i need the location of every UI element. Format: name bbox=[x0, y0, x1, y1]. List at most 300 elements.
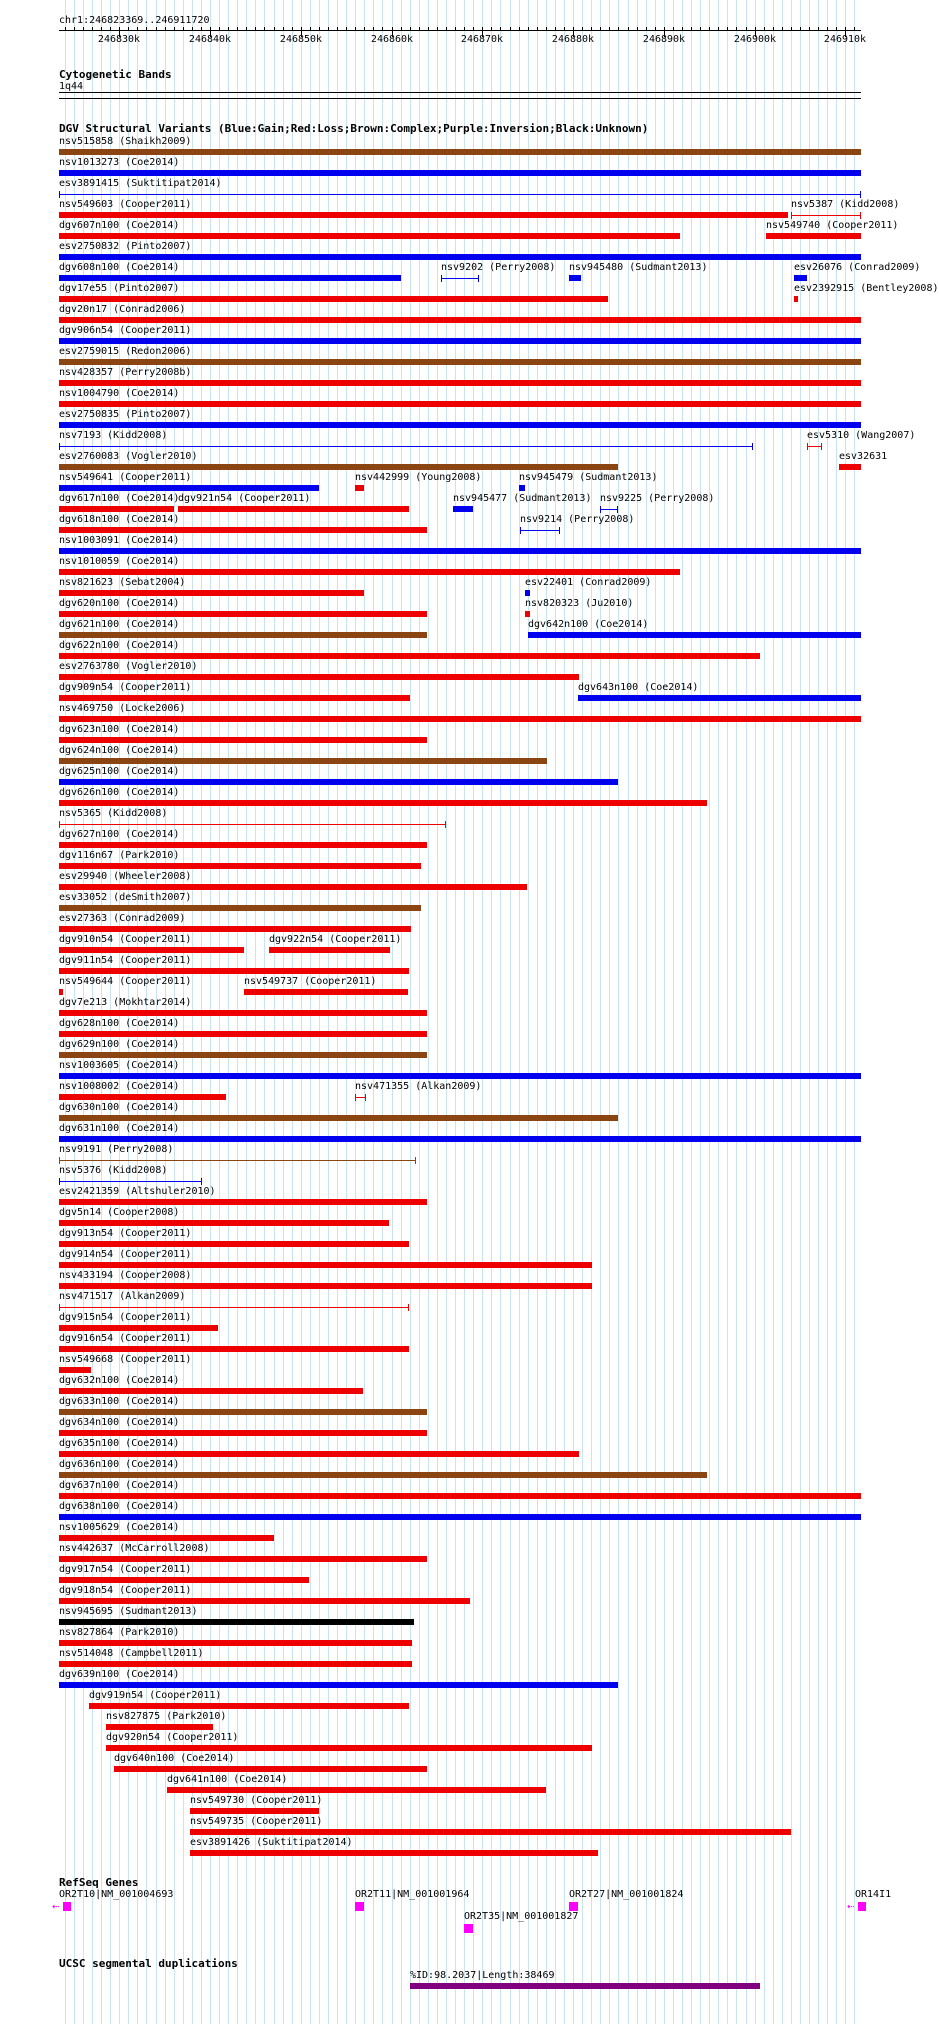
variant-bar[interactable] bbox=[59, 1577, 309, 1583]
ruler-tick-label: 246870k bbox=[460, 34, 504, 45]
variant-bar[interactable] bbox=[59, 548, 861, 554]
variant-label: dgv634n100 (Coe2014) bbox=[59, 1417, 180, 1428]
ruler-minor-tick bbox=[201, 27, 202, 31]
grid-line bbox=[546, 0, 547, 2024]
grid-line bbox=[519, 0, 520, 2024]
variant-label: nsv945695 (Sudmant2013) bbox=[59, 1606, 198, 1617]
ruler-minor-tick bbox=[537, 27, 538, 31]
gene-label: OR2T10|NM_001004693 bbox=[59, 1889, 174, 1900]
ruler-tick-label: 246890k bbox=[642, 34, 686, 45]
ruler-minor-tick bbox=[491, 27, 492, 31]
variant-label: dgv917n54 (Cooper2011) bbox=[59, 1564, 192, 1575]
variant-label: nsv5387 (Kidd2008) bbox=[791, 199, 900, 210]
variant-label: dgv626n100 (Coe2014) bbox=[59, 787, 180, 798]
variant-bar[interactable] bbox=[59, 1220, 389, 1226]
grid-line bbox=[573, 0, 574, 2024]
variant-bar[interactable] bbox=[106, 1745, 592, 1751]
variant-line[interactable] bbox=[791, 215, 861, 216]
gene-exon[interactable] bbox=[858, 1902, 866, 1911]
variant-line[interactable] bbox=[807, 446, 822, 447]
variant-bar[interactable] bbox=[59, 968, 409, 974]
variant-label: dgv643n100 (Coe2014) bbox=[578, 682, 699, 693]
grid-line bbox=[709, 0, 710, 2024]
ruler-minor-tick bbox=[183, 27, 184, 31]
ruler-minor-tick bbox=[83, 27, 84, 31]
ruler-minor-tick bbox=[310, 27, 311, 31]
variant-label: nsv9214 (Perry2008) bbox=[520, 514, 635, 525]
grid-line bbox=[736, 0, 737, 2024]
segdup-bar[interactable] bbox=[410, 1983, 760, 1989]
cytoband-track-title[interactable]: Cytogenetic Bands bbox=[59, 68, 172, 81]
gene-exon[interactable] bbox=[63, 1902, 71, 1911]
grid-line bbox=[528, 0, 529, 2024]
gene-label: OR2T27|NM_001001824 bbox=[569, 1889, 684, 1900]
refseq-track-title[interactable]: RefSeq Genes bbox=[59, 1876, 139, 1889]
variant-bar[interactable] bbox=[59, 1514, 861, 1520]
variant-label: esv33052 (deSmith2007) bbox=[59, 892, 192, 903]
ruler-minor-tick bbox=[791, 27, 792, 31]
variant-bar[interactable] bbox=[59, 296, 608, 302]
variant-bar[interactable] bbox=[59, 1598, 470, 1604]
variant-line[interactable] bbox=[600, 509, 618, 510]
variant-bar[interactable] bbox=[59, 926, 411, 932]
variant-label: dgv916n54 (Cooper2011) bbox=[59, 1333, 192, 1344]
variant-line[interactable] bbox=[59, 1181, 202, 1182]
ruler-minor-tick bbox=[600, 27, 601, 31]
variant-label: dgv608n100 (Coe2014) bbox=[59, 262, 180, 273]
variant-bar[interactable] bbox=[59, 506, 174, 512]
variant-bar[interactable] bbox=[59, 632, 427, 638]
variant-line-end[interactable] bbox=[59, 1178, 60, 1185]
ruler-minor-tick bbox=[718, 27, 719, 31]
variant-label: nsv549603 (Cooper2011) bbox=[59, 199, 192, 210]
variant-bar[interactable] bbox=[59, 1640, 412, 1646]
ruler-minor-tick bbox=[800, 27, 801, 31]
ruler-minor-tick bbox=[854, 27, 855, 31]
variant-bar[interactable] bbox=[519, 485, 525, 491]
ruler-minor-tick bbox=[746, 27, 747, 31]
ruler-minor-tick bbox=[283, 27, 284, 31]
variant-label: nsv549668 (Cooper2011) bbox=[59, 1354, 192, 1365]
variant-bar[interactable] bbox=[59, 1115, 618, 1121]
variant-bar[interactable] bbox=[59, 1283, 592, 1289]
variant-bar[interactable] bbox=[59, 422, 861, 428]
variant-bar[interactable] bbox=[578, 695, 861, 701]
variant-label: nsv428357 (Perry2008b) bbox=[59, 367, 192, 378]
variant-label: nsv827875 (Park2010) bbox=[106, 1711, 227, 1722]
variant-line-end[interactable] bbox=[59, 443, 60, 450]
strand-arrow-icon: ⇠ bbox=[52, 1899, 60, 1913]
variant-line-end[interactable] bbox=[59, 1304, 60, 1311]
variant-bar[interactable] bbox=[59, 863, 421, 869]
ruler-minor-tick bbox=[319, 27, 320, 31]
variant-label: dgv921n54 (Cooper2011) bbox=[178, 493, 311, 504]
variant-bar[interactable] bbox=[190, 1808, 319, 1814]
variant-label: esv22401 (Conrad2009) bbox=[525, 577, 652, 588]
variant-bar[interactable] bbox=[106, 1724, 213, 1730]
variant-label: dgv920n54 (Cooper2011) bbox=[106, 1732, 239, 1743]
grid-line bbox=[700, 0, 701, 2024]
variant-label: dgv906n54 (Cooper2011) bbox=[59, 325, 192, 336]
variant-bar[interactable] bbox=[59, 1073, 861, 1079]
variant-label: esv3891426 (Suktitipat2014) bbox=[190, 1837, 353, 1848]
variant-bar[interactable] bbox=[59, 1535, 274, 1541]
variant-bar[interactable] bbox=[59, 380, 861, 386]
variant-bar[interactable] bbox=[59, 737, 427, 743]
ruler-minor-tick bbox=[564, 27, 565, 31]
grid-line bbox=[464, 0, 465, 2024]
variant-bar[interactable] bbox=[59, 1199, 427, 1205]
variant-line-end[interactable] bbox=[520, 527, 521, 534]
variant-label: dgv640n100 (Coe2014) bbox=[114, 1753, 235, 1764]
ruler-minor-tick bbox=[773, 27, 774, 31]
variant-label: dgv617n100 (Coe2014) bbox=[59, 493, 180, 504]
ruler-minor-tick bbox=[736, 27, 737, 31]
variant-line[interactable] bbox=[59, 824, 446, 825]
variant-bar[interactable] bbox=[59, 1451, 579, 1457]
variant-bar[interactable] bbox=[453, 506, 473, 512]
variant-label: nsv9191 (Perry2008) bbox=[59, 1144, 174, 1155]
variant-label: nsv5365 (Kidd2008) bbox=[59, 808, 168, 819]
variant-label: dgv622n100 (Coe2014) bbox=[59, 640, 180, 651]
variant-bar[interactable] bbox=[59, 758, 547, 764]
variant-bar[interactable] bbox=[190, 1850, 598, 1856]
variant-label: nsv442999 (Young2008) bbox=[355, 472, 482, 483]
variant-label: dgv625n100 (Coe2014) bbox=[59, 766, 180, 777]
variant-label: nsv1003605 (Coe2014) bbox=[59, 1060, 180, 1071]
variant-label: dgv919n54 (Cooper2011) bbox=[89, 1690, 222, 1701]
variant-bar[interactable] bbox=[59, 338, 861, 344]
grid-line bbox=[609, 0, 610, 2024]
variant-label: esv26076 (Conrad2009) bbox=[794, 262, 921, 273]
variant-label: dgv636n100 (Coe2014) bbox=[59, 1459, 180, 1470]
variant-label: nsv433194 (Cooper2008) bbox=[59, 1270, 192, 1281]
variant-label: nsv1005629 (Coe2014) bbox=[59, 1522, 180, 1533]
variant-label: dgv633n100 (Coe2014) bbox=[59, 1396, 180, 1407]
variant-bar[interactable] bbox=[59, 674, 579, 680]
grid-line bbox=[664, 0, 665, 2024]
variant-bar[interactable] bbox=[794, 275, 807, 281]
variant-label: dgv618n100 (Coe2014) bbox=[59, 514, 180, 525]
variant-bar[interactable] bbox=[244, 989, 408, 995]
ruler-minor-tick bbox=[228, 27, 229, 31]
grid-line bbox=[591, 0, 592, 2024]
variant-bar[interactable] bbox=[59, 800, 707, 806]
variant-bar[interactable] bbox=[59, 1409, 427, 1415]
variant-bar[interactable] bbox=[59, 1430, 427, 1436]
variant-bar[interactable] bbox=[59, 275, 401, 281]
variant-line-end[interactable] bbox=[365, 1094, 366, 1101]
variant-label: esv2421359 (Altshuler2010) bbox=[59, 1186, 216, 1197]
variant-label: dgv624n100 (Coe2014) bbox=[59, 745, 180, 756]
variant-line-end[interactable] bbox=[408, 1304, 409, 1311]
ruler-minor-tick bbox=[818, 27, 819, 31]
variant-bar[interactable] bbox=[59, 1325, 218, 1331]
variant-bar[interactable] bbox=[59, 569, 680, 575]
variant-bar[interactable] bbox=[59, 1682, 618, 1688]
variant-line-end[interactable] bbox=[59, 191, 60, 198]
variant-label: nsv1010059 (Coe2014) bbox=[59, 556, 180, 567]
grid-line bbox=[555, 0, 556, 2024]
variant-label: dgv632n100 (Coe2014) bbox=[59, 1375, 180, 1386]
variant-bar[interactable] bbox=[59, 1367, 91, 1373]
variant-label: dgv17e55 (Pinto2007) bbox=[59, 283, 180, 294]
variant-line-end[interactable] bbox=[617, 506, 618, 513]
variant-line[interactable] bbox=[59, 1160, 416, 1161]
gene-exon[interactable] bbox=[464, 1924, 473, 1933]
grid-line bbox=[582, 0, 583, 2024]
variant-line-end[interactable] bbox=[821, 443, 822, 450]
ruler-tick-label: 246910k bbox=[823, 34, 867, 45]
variant-bar[interactable] bbox=[525, 611, 530, 617]
grid-line bbox=[618, 0, 619, 2024]
variant-bar[interactable] bbox=[59, 1052, 427, 1058]
segdup-track-title[interactable]: UCSC segmental duplications bbox=[59, 1957, 238, 1970]
variant-line[interactable] bbox=[441, 278, 478, 279]
coordinate-readout: chr1:246823369..246911720 bbox=[59, 15, 210, 26]
variant-bar[interactable] bbox=[59, 695, 410, 701]
variant-label: nsv549644 (Cooper2011) bbox=[59, 976, 192, 987]
ruler-minor-tick bbox=[519, 27, 520, 31]
variant-bar[interactable] bbox=[59, 1136, 861, 1142]
ruler-minor-tick bbox=[74, 27, 75, 31]
variant-label: dgv639n100 (Coe2014) bbox=[59, 1669, 180, 1680]
variant-bar[interactable] bbox=[59, 1493, 861, 1499]
variant-bar[interactable] bbox=[59, 212, 788, 218]
variant-label: dgv913n54 (Cooper2011) bbox=[59, 1228, 192, 1239]
ruler-minor-tick bbox=[346, 27, 347, 31]
variant-bar[interactable] bbox=[167, 1787, 546, 1793]
variant-bar[interactable] bbox=[59, 611, 427, 617]
ruler-minor-tick bbox=[582, 27, 583, 31]
ruler-tick-label: 246860k bbox=[370, 34, 414, 45]
grid-line bbox=[564, 0, 565, 2024]
variant-line-end[interactable] bbox=[441, 275, 442, 282]
variant-bar[interactable] bbox=[59, 1661, 412, 1667]
variant-label: nsv471355 (Alkan2009) bbox=[355, 1081, 482, 1092]
variant-bar[interactable] bbox=[59, 254, 861, 260]
variant-bar[interactable] bbox=[59, 884, 527, 890]
ruler-tick-label: 246840k bbox=[188, 34, 232, 45]
variant-line-end[interactable] bbox=[201, 1178, 202, 1185]
grid-line bbox=[673, 0, 674, 2024]
ruler-minor-tick bbox=[764, 27, 765, 31]
variant-bar[interactable] bbox=[59, 1346, 409, 1352]
variant-label: nsv821623 (Sebat2004) bbox=[59, 577, 186, 588]
variant-bar[interactable] bbox=[766, 233, 861, 239]
variant-label: esv5310 (Wang2007) bbox=[807, 430, 916, 441]
variant-line[interactable] bbox=[59, 446, 753, 447]
variant-label: nsv945477 (Sudmant2013) bbox=[453, 493, 592, 504]
variant-bar[interactable] bbox=[59, 1388, 363, 1394]
ruler-minor-tick bbox=[274, 27, 275, 31]
ruler-minor-tick bbox=[364, 27, 365, 31]
grid-line bbox=[836, 0, 837, 2024]
ruler-minor-tick bbox=[609, 27, 610, 31]
variant-bar[interactable] bbox=[59, 1031, 427, 1037]
gene-label: OR14I1 bbox=[855, 1889, 892, 1900]
grid-line bbox=[827, 0, 828, 2024]
ruler-minor-tick bbox=[92, 27, 93, 31]
variant-bar[interactable] bbox=[59, 401, 861, 407]
variant-line-end[interactable] bbox=[59, 821, 60, 828]
variant-label: esv29940 (Wheeler2008) bbox=[59, 871, 192, 882]
ruler-minor-tick bbox=[428, 27, 429, 31]
variant-label: nsv9225 (Perry2008) bbox=[600, 493, 715, 504]
variant-bar[interactable] bbox=[59, 485, 319, 491]
ruler-minor-tick bbox=[264, 27, 265, 31]
variant-bar[interactable] bbox=[59, 317, 861, 323]
cytoband-line bbox=[59, 92, 861, 93]
variant-bar[interactable] bbox=[190, 1829, 791, 1835]
ruler-minor-tick bbox=[555, 27, 556, 31]
grid-line bbox=[755, 0, 756, 2024]
variant-bar[interactable] bbox=[59, 170, 861, 176]
ruler-tick-label: 246880k bbox=[551, 34, 595, 45]
strand-arrow-icon: ⇠ bbox=[847, 1899, 855, 1913]
grid-line bbox=[809, 0, 810, 2024]
variant-bar[interactable] bbox=[89, 1703, 409, 1709]
variant-bar[interactable] bbox=[59, 1241, 409, 1247]
variant-bar[interactable] bbox=[59, 1619, 414, 1625]
variant-bar[interactable] bbox=[59, 1094, 226, 1100]
cytoband-label: 1q44 bbox=[59, 81, 84, 92]
ruler-tick-label: 246830k bbox=[97, 34, 141, 45]
variant-bar[interactable] bbox=[59, 149, 861, 155]
variant-label: dgv7e213 (Mokhtar2014) bbox=[59, 997, 192, 1008]
ruler-minor-tick bbox=[500, 27, 501, 31]
ruler-minor-tick bbox=[646, 27, 647, 31]
ruler-minor-tick bbox=[192, 27, 193, 31]
ruler-minor-tick bbox=[655, 27, 656, 31]
ruler-minor-tick bbox=[328, 27, 329, 31]
variant-bar[interactable] bbox=[59, 527, 427, 533]
ruler-minor-tick bbox=[156, 27, 157, 31]
variant-bar[interactable] bbox=[59, 1010, 427, 1016]
ruler-minor-tick bbox=[473, 27, 474, 31]
variant-line-end[interactable] bbox=[860, 212, 861, 219]
variant-bar[interactable] bbox=[794, 296, 798, 302]
variant-bar[interactable] bbox=[59, 653, 760, 659]
variant-bar[interactable] bbox=[59, 842, 427, 848]
grid-line bbox=[854, 0, 855, 2024]
variant-bar[interactable] bbox=[59, 779, 618, 785]
variant-line[interactable] bbox=[59, 1307, 409, 1308]
grid-line bbox=[628, 0, 629, 2024]
variant-bar[interactable] bbox=[525, 590, 530, 596]
variant-line-end[interactable] bbox=[791, 212, 792, 219]
ruler-minor-tick bbox=[137, 27, 138, 31]
variant-line-end[interactable] bbox=[807, 443, 808, 450]
variant-line-end[interactable] bbox=[860, 191, 861, 198]
variant-line-end[interactable] bbox=[478, 275, 479, 282]
variant-label: esv3891415 (Suktitipat2014) bbox=[59, 178, 222, 189]
gene-label: OR2T11|NM_001001964 bbox=[355, 1889, 470, 1900]
variant-line-end[interactable] bbox=[445, 821, 446, 828]
variant-line-end[interactable] bbox=[600, 506, 601, 513]
variant-bar[interactable] bbox=[59, 905, 421, 911]
variant-line-end[interactable] bbox=[59, 1157, 60, 1164]
variant-line[interactable] bbox=[520, 530, 560, 531]
variant-bar[interactable] bbox=[839, 464, 861, 470]
variant-bar[interactable] bbox=[59, 233, 680, 239]
grid-line bbox=[764, 0, 765, 2024]
ruler-minor-tick bbox=[637, 27, 638, 31]
ruler-tick-label: 246850k bbox=[279, 34, 323, 45]
variant-label: esv2750835 (Pinto2007) bbox=[59, 409, 192, 420]
variant-label: nsv471517 (Alkan2009) bbox=[59, 1291, 186, 1302]
variant-label: nsv549641 (Cooper2011) bbox=[59, 472, 192, 483]
grid-line bbox=[510, 0, 511, 2024]
variant-bar[interactable] bbox=[59, 1556, 427, 1562]
grid-line bbox=[727, 0, 728, 2024]
ruler-minor-tick bbox=[836, 27, 837, 31]
variant-bar[interactable] bbox=[528, 632, 861, 638]
variant-bar[interactable] bbox=[59, 716, 861, 722]
cytoband-line-lower bbox=[59, 98, 861, 99]
variant-label: dgv910n54 (Cooper2011) bbox=[59, 934, 192, 945]
variant-label: esv2750832 (Pinto2007) bbox=[59, 241, 192, 252]
gene-exon[interactable] bbox=[355, 1902, 364, 1911]
variant-line-end[interactable] bbox=[559, 527, 560, 534]
grid-line bbox=[691, 0, 692, 2024]
variant-label: dgv621n100 (Coe2014) bbox=[59, 619, 180, 630]
variant-label: nsv442637 (McCarroll2008) bbox=[59, 1543, 210, 1554]
gene-exon[interactable] bbox=[569, 1902, 578, 1911]
grid-line bbox=[818, 0, 819, 2024]
variant-label: nsv820323 (Ju2010) bbox=[525, 598, 634, 609]
variant-bar[interactable] bbox=[59, 989, 63, 995]
variant-label: dgv620n100 (Coe2014) bbox=[59, 598, 180, 609]
variant-label: dgv914n54 (Cooper2011) bbox=[59, 1249, 192, 1260]
variant-label: dgv630n100 (Coe2014) bbox=[59, 1102, 180, 1113]
variant-label: dgv628n100 (Coe2014) bbox=[59, 1018, 180, 1029]
variant-label: esv32631 bbox=[839, 451, 888, 462]
variant-bar[interactable] bbox=[59, 1262, 592, 1268]
ruler-minor-tick bbox=[419, 27, 420, 31]
variant-line[interactable] bbox=[59, 194, 861, 195]
variant-bar[interactable] bbox=[59, 1472, 707, 1478]
variant-bar[interactable] bbox=[59, 947, 244, 953]
ruler-axis bbox=[59, 30, 861, 31]
variant-bar[interactable] bbox=[355, 485, 364, 491]
variant-label: dgv922n54 (Cooper2011) bbox=[269, 934, 402, 945]
variant-label: nsv549737 (Cooper2011) bbox=[244, 976, 377, 987]
grid-line bbox=[482, 0, 483, 2024]
variant-line-end[interactable] bbox=[752, 443, 753, 450]
grid-line bbox=[491, 0, 492, 2024]
grid-line bbox=[773, 0, 774, 2024]
variant-bar[interactable] bbox=[59, 464, 618, 470]
variant-label: dgv5n14 (Cooper2008) bbox=[59, 1207, 180, 1218]
grid-line bbox=[428, 0, 429, 2024]
variant-bar[interactable] bbox=[59, 359, 861, 365]
ruler-minor-tick bbox=[691, 27, 692, 31]
variant-bar[interactable] bbox=[59, 590, 364, 596]
dgv-track-title[interactable]: DGV Structural Variants (Blue:Gain;Red:Loss;Brown:Complex;Purple:Inversion;Black:Unknown) bbox=[59, 122, 649, 135]
ruler-minor-tick bbox=[292, 27, 293, 31]
variant-label: nsv1008002 (Coe2014) bbox=[59, 1081, 180, 1092]
variant-bar[interactable] bbox=[178, 506, 409, 512]
variant-line-end[interactable] bbox=[415, 1157, 416, 1164]
variant-bar[interactable] bbox=[569, 275, 581, 281]
variant-label: esv2392915 (Bentley2008) bbox=[794, 283, 939, 294]
variant-bar[interactable] bbox=[114, 1766, 427, 1772]
variant-line-end[interactable] bbox=[355, 1094, 356, 1101]
grid-line bbox=[446, 0, 447, 2024]
variant-bar[interactable] bbox=[269, 947, 390, 953]
variant-label: nsv549735 (Cooper2011) bbox=[190, 1816, 323, 1827]
